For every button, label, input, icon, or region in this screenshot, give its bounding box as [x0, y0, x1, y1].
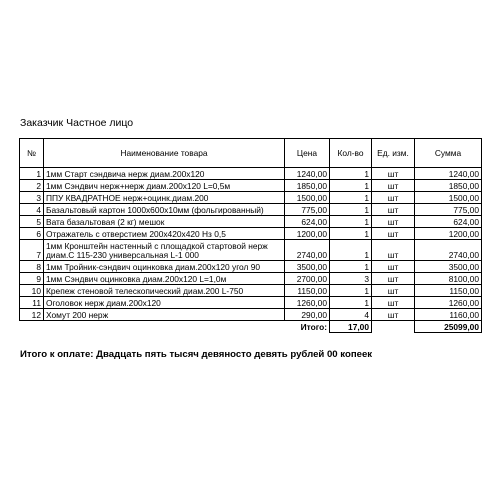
row-unit: шт — [372, 273, 415, 285]
row-num: 12 — [20, 309, 44, 321]
row-sum: 1200,00 — [415, 228, 482, 240]
table-row — [20, 216, 482, 228]
totals-qty: 17,00 — [330, 321, 372, 333]
row-num: 10 — [20, 285, 44, 297]
row-unit: шт — [372, 228, 415, 240]
header-sum: Сумма — [415, 139, 482, 168]
table-header-row — [20, 139, 482, 168]
row-num: 11 — [20, 297, 44, 309]
customer-label: Заказчик — [20, 117, 64, 129]
row-unit: шт — [372, 180, 415, 192]
row-name: Базальтовый картон 1000х600х10мм (фольгированный) — [44, 204, 285, 216]
header-num: № — [20, 139, 44, 168]
row-num: 8 — [20, 261, 44, 273]
row-sum: 1150,00 — [415, 285, 482, 297]
row-qty: 1 — [330, 297, 372, 309]
header-unit: Ед. изм. — [372, 139, 415, 168]
customer-line — [20, 117, 133, 129]
row-name: 1мм Тройник-сэндвич оцинковка диам.200х120 угол 90 — [44, 261, 285, 273]
row-name: 1мм Сэндвич нерж+нерж диам.200х120 L=0,5м — [44, 180, 285, 192]
row-price: 3500,00 — [285, 261, 330, 273]
row-qty: 1 — [330, 180, 372, 192]
table-row — [20, 297, 482, 309]
table-row — [20, 273, 482, 285]
row-name: 1мм Кронштейн настенный с площадкой стартовой нерж диам.С 115-230 универсальная L-1 000 — [44, 240, 285, 261]
row-qty: 1 — [330, 204, 372, 216]
row-unit: шт — [372, 285, 415, 297]
row-price: 1260,00 — [285, 297, 330, 309]
row-price: 290,00 — [285, 309, 330, 321]
table-row — [20, 309, 482, 321]
row-price: 1240,00 — [285, 168, 330, 180]
table-row — [20, 168, 482, 180]
row-qty: 1 — [330, 192, 372, 204]
row-unit: шт — [372, 216, 415, 228]
row-price: 2700,00 — [285, 273, 330, 285]
row-unit: шт — [372, 192, 415, 204]
row-name: Отражатель с отверстием 200х420х420 Нз 0,5 — [44, 228, 285, 240]
row-name: 1мм Старт сэндвича нерж диам.200х120 — [44, 168, 285, 180]
row-price: 1200,00 — [285, 228, 330, 240]
table-row — [20, 192, 482, 204]
table-row — [20, 285, 482, 297]
row-qty: 1 — [330, 240, 372, 261]
table-row — [20, 240, 482, 261]
row-qty: 1 — [330, 228, 372, 240]
table-row — [20, 180, 482, 192]
row-num: 6 — [20, 228, 44, 240]
row-sum: 1240,00 — [415, 168, 482, 180]
row-unit: шт — [372, 309, 415, 321]
table-row — [20, 204, 482, 216]
row-unit: шт — [372, 297, 415, 309]
row-price: 1500,00 — [285, 192, 330, 204]
table-row — [20, 228, 482, 240]
row-num: 5 — [20, 216, 44, 228]
row-num: 7 — [20, 240, 44, 261]
row-name: Оголовок нерж диам.200х120 — [44, 297, 285, 309]
payment-total-text: Итого к оплате: Двадцать пять тысяч девяносто девять рублей 00 копеек — [20, 349, 373, 360]
row-qty: 1 — [330, 168, 372, 180]
totals-spacer — [372, 321, 415, 333]
row-unit: шт — [372, 240, 415, 261]
row-unit: шт — [372, 261, 415, 273]
row-unit: шт — [372, 204, 415, 216]
row-qty: 1 — [330, 216, 372, 228]
row-sum: 2740,00 — [415, 240, 482, 261]
totals-spacer — [20, 321, 44, 333]
row-num: 1 — [20, 168, 44, 180]
row-unit: шт — [372, 168, 415, 180]
header-name: Наименование товара — [44, 139, 285, 168]
row-sum: 1160,00 — [415, 309, 482, 321]
totals-spacer — [44, 321, 285, 333]
row-qty: 4 — [330, 309, 372, 321]
totals-label: Итого: — [300, 321, 327, 332]
row-name: Хомут 200 нерж — [44, 309, 285, 321]
row-num: 3 — [20, 192, 44, 204]
row-qty: 1 — [330, 285, 372, 297]
row-num: 4 — [20, 204, 44, 216]
row-name: Вата базальтовая (2 кг) мешок — [44, 216, 285, 228]
row-sum: 624,00 — [415, 216, 482, 228]
invoice-table — [19, 138, 482, 333]
row-sum: 1260,00 — [415, 297, 482, 309]
customer-value: Частное лицо — [66, 117, 134, 129]
row-price: 1850,00 — [285, 180, 330, 192]
row-price: 2740,00 — [285, 240, 330, 261]
row-name: Крепеж стеновой телескопический диам.200 L-750 — [44, 285, 285, 297]
row-price: 624,00 — [285, 216, 330, 228]
row-price: 775,00 — [285, 204, 330, 216]
totals-row — [20, 321, 482, 333]
row-name: 1мм Сэндвич оцинковка диам.200х120 L=1,0м — [44, 273, 285, 285]
header-price: Цена — [285, 139, 330, 168]
header-qty: Кол-во — [330, 139, 372, 168]
totals-sum: 25099,00 — [415, 321, 482, 333]
row-sum: 8100,00 — [415, 273, 482, 285]
row-num: 2 — [20, 180, 44, 192]
row-sum: 1850,00 — [415, 180, 482, 192]
row-sum: 3500,00 — [415, 261, 482, 273]
row-sum: 775,00 — [415, 204, 482, 216]
table-row — [20, 261, 482, 273]
row-sum: 1500,00 — [415, 192, 482, 204]
row-qty: 3 — [330, 273, 372, 285]
row-num: 9 — [20, 273, 44, 285]
row-name: ППУ КВАДРАТНОЕ нерж+оцинк.диам.200 — [44, 192, 285, 204]
row-price: 1150,00 — [285, 285, 330, 297]
row-qty: 1 — [330, 261, 372, 273]
